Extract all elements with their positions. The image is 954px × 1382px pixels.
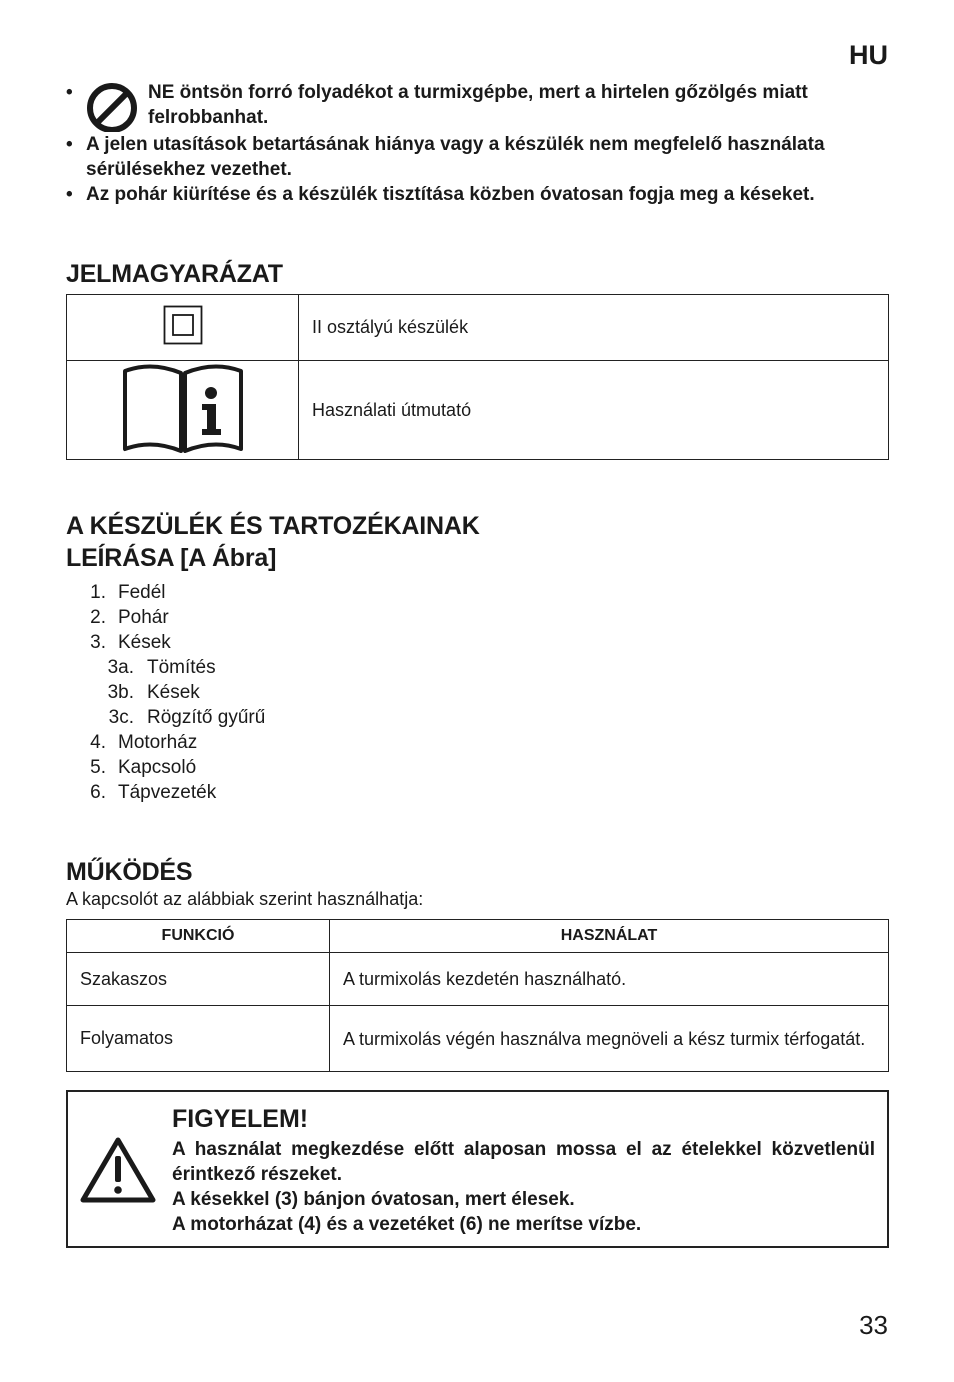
operation-heading: MŰKÖDÉS (66, 858, 193, 886)
warning-line: A késekkel (3) bánjon óvatosan, mert élesek. (172, 1189, 575, 1210)
column-header-function: FUNKCIÓ (67, 920, 330, 953)
table-row (67, 953, 889, 1006)
bullet-dot: • (66, 184, 73, 205)
item-number: 3a. (107, 657, 134, 678)
legend-row (67, 361, 889, 460)
item-number: 6. (90, 782, 106, 803)
item-label: Kések (147, 682, 200, 703)
safety-bullet (66, 80, 889, 132)
list-item (66, 730, 265, 755)
list-item (66, 630, 265, 655)
item-label: Kapcsoló (118, 757, 197, 778)
warning-line: A használat megkezdése előtt alaposan mossa el az ételekkel közvetlenül érintkező részeket. (172, 1139, 875, 1185)
function-table (66, 919, 889, 1072)
list-item (66, 580, 265, 605)
table-row (67, 1006, 889, 1072)
item-number: 1. (90, 582, 106, 603)
safety-bullet (66, 182, 889, 207)
description-heading-line: LEÍRÁSA [A Ábra] (66, 544, 277, 572)
item-label: Fedél (118, 582, 166, 603)
item-number: 3b. (107, 682, 134, 703)
parts-list (66, 580, 265, 805)
table-cell: A turmixolás kezdetén használható. (330, 953, 889, 1006)
warning-triangle-icon (80, 1136, 156, 1209)
page-number: 33 (859, 1310, 888, 1340)
description-heading (66, 510, 480, 574)
safety-bullet-text: Az pohár kiürítése és a készülék tisztítása közben óvatosan fogja meg a késeket. (86, 184, 815, 205)
list-item (66, 780, 265, 805)
warning-body (172, 1137, 875, 1237)
legend-symbol-cell (67, 295, 299, 361)
class-ii-double-square-icon (163, 329, 203, 349)
safety-bullets (66, 80, 889, 207)
list-item (66, 755, 265, 780)
table-cell: A turmixolás végén használva megnöveli a kész turmix térfogatát. (330, 1006, 889, 1072)
bullet-dot: • (66, 134, 73, 155)
list-item (66, 655, 265, 680)
item-label: Kések (118, 632, 171, 653)
legend-symbol-cell (67, 361, 299, 460)
description-heading-line: A KÉSZÜLÉK ÉS TARTOZÉKAINAK (66, 512, 480, 540)
warning-line: A motorházat (4) és a vezetéket (6) ne merítse vízbe. (172, 1214, 642, 1235)
language-code: HU (849, 40, 888, 70)
list-item (66, 680, 265, 705)
item-number: 3c. (108, 707, 134, 728)
column-header-usage: HASZNÁLAT (330, 920, 889, 953)
list-item (66, 605, 265, 630)
item-label: Motorház (118, 732, 198, 753)
item-number: 4. (90, 732, 106, 753)
item-label: Rögzítő gyűrű (147, 707, 266, 728)
instruction-manual-icon (122, 437, 244, 457)
legend-row (67, 295, 889, 361)
legend-heading: JELMAGYARÁZAT (66, 260, 283, 288)
bullet-dot: • (66, 82, 73, 103)
prohibition-icon (86, 80, 148, 132)
legend-description: Használati útmutató (299, 361, 889, 460)
safety-bullet (66, 132, 889, 182)
item-number: 3. (90, 632, 106, 653)
item-label: Pohár (118, 607, 169, 628)
table-cell: Szakaszos (67, 953, 330, 1006)
item-label: Tápvezeték (118, 782, 217, 803)
item-number: 5. (90, 757, 106, 778)
safety-bullet-text: A jelen utasítások betartásának hiánya vagy a készülék nem megfelelő használata sérülésekhez vezethet. (86, 134, 825, 180)
legend-description: II osztályú készülék (299, 295, 889, 361)
safety-bullet-text: NE öntsön forró folyadékot a turmixgépbe, mert a hirtelen gőzölgés miatt felrobbanhat. (148, 82, 808, 128)
table-cell: Folyamatos (67, 1006, 330, 1072)
warning-box (66, 1090, 889, 1248)
legend-table (66, 294, 889, 460)
list-item (66, 705, 265, 730)
warning-title: FIGYELEM! (172, 1105, 309, 1133)
operation-intro: A kapcsolót az alábbiak szerint használhatja: (66, 889, 424, 909)
item-number: 2. (90, 607, 106, 628)
item-label: Tömítés (147, 657, 216, 678)
table-header-row (67, 920, 889, 953)
